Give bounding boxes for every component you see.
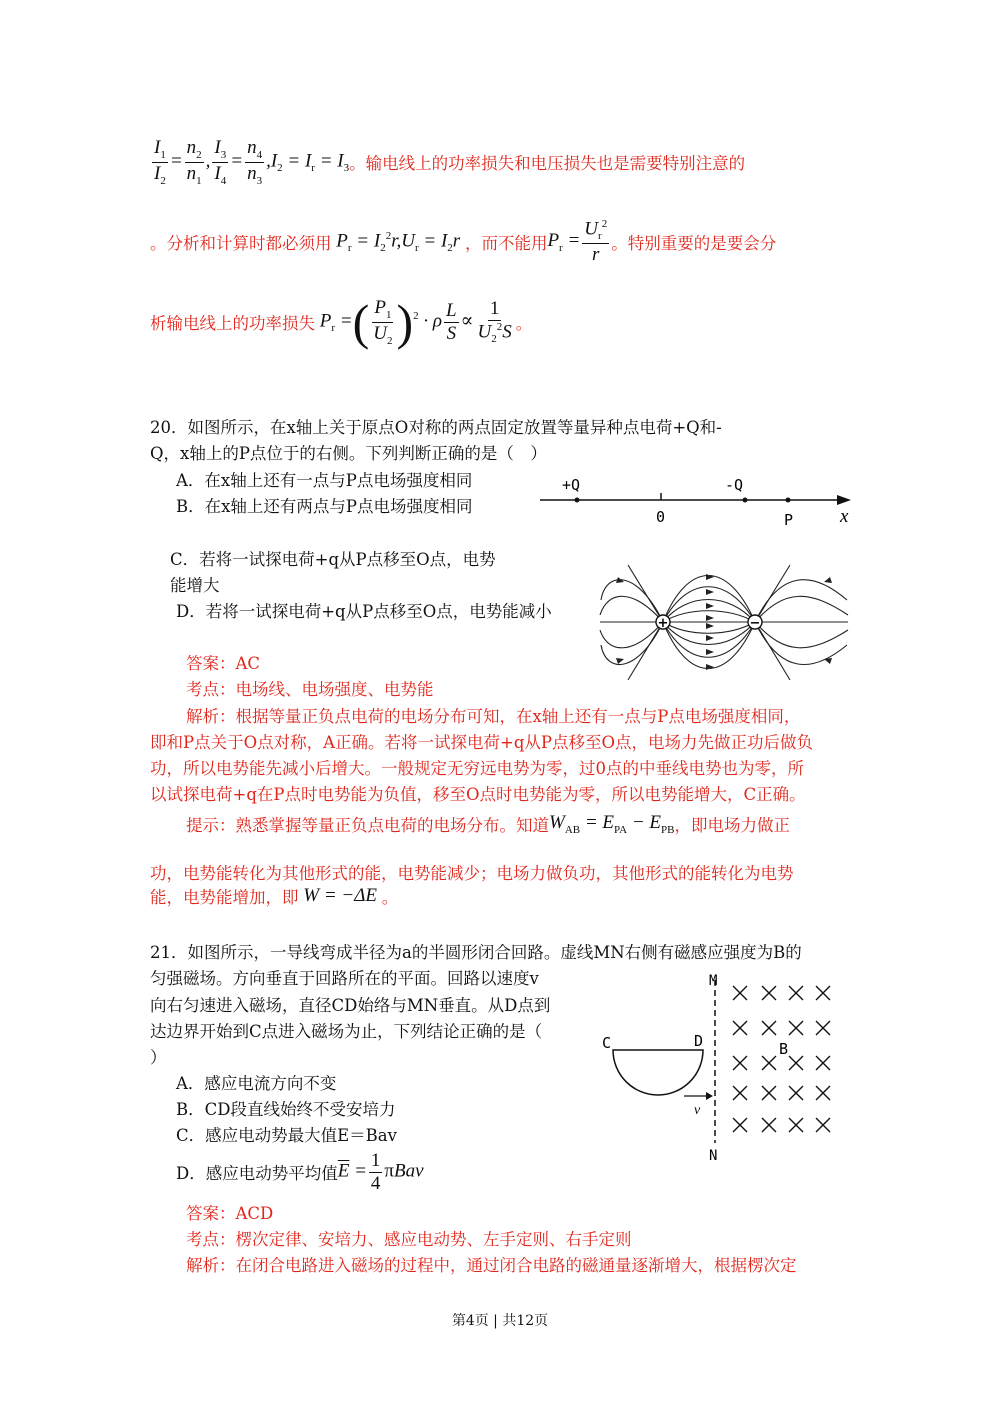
q21-stem-line5: ） bbox=[150, 1048, 167, 1067]
label-m: M bbox=[709, 973, 718, 989]
text-important: 。特别重要的是要会分 bbox=[611, 234, 777, 253]
label-n: N bbox=[709, 1148, 718, 1163]
q21-points: 考点：楞次定律、安培力、感应电动势、左手定则、右手定则 bbox=[186, 1230, 632, 1249]
hint-text-b: ，即电场力做正 bbox=[674, 816, 791, 835]
q21-option-a: A．感应电流方向不变 bbox=[176, 1074, 337, 1093]
field-crosses bbox=[733, 986, 830, 1132]
field-lines bbox=[600, 565, 848, 680]
q20-stem-line2: Q，x轴上的P点位于的右侧。下列判断正确的是（ ） bbox=[150, 444, 547, 463]
svg-text:+: + bbox=[657, 616, 669, 631]
hint-text-a: 提示：熟悉掌握等量正负点电荷的电场分布。知道 bbox=[186, 816, 549, 835]
q21-option-b: B．CD段直线始终不受安培力 bbox=[176, 1100, 396, 1119]
q21-stem-line1: 21．如图所示，一导线弯成半径为a的半圆形闭合回路。虚线MN右侧有磁感应强度为B的 bbox=[150, 943, 802, 962]
q20-analysis-line2: 即和P点关于O点对称，A正确。若将一试探电荷+q从P点移至O点，电场力先做正功后做负 bbox=[150, 733, 814, 752]
q21-stem-line4: 达边界开始到C点进入磁场为止，下列结论正确的是（ bbox=[150, 1022, 543, 1041]
electric-field-lines-figure bbox=[598, 560, 850, 685]
option-d-text: D．感应电动势平均值 bbox=[176, 1164, 338, 1184]
q21-stem-line3: 向右匀速进入磁场，直径CD始络与MN垂直。从D点到 bbox=[150, 996, 551, 1015]
q20-points: 考点：电场线、电场强度、电势能 bbox=[186, 680, 434, 699]
label-d: D bbox=[694, 1032, 704, 1050]
label-b: B bbox=[779, 1040, 789, 1058]
q20-option-a: A．在x轴上还有一点与P点电场强度相同 bbox=[176, 471, 473, 490]
page-footer: 第4页 | 共12页 bbox=[451, 1313, 549, 1329]
q20-option-d: D．若将一试探电荷+q从P点移至O点，电势能减小 bbox=[176, 602, 552, 621]
q21-stem-line2: 匀强磁场。方向垂直于回路所在的平面。回路以速度v bbox=[150, 969, 539, 988]
q20-hint-line1 bbox=[186, 812, 790, 836]
q20-axis-figure bbox=[535, 470, 860, 530]
text-period: 。 bbox=[515, 314, 533, 333]
formula-line-1 bbox=[150, 132, 745, 192]
q20-option-c-line2: 能增大 bbox=[170, 576, 220, 595]
formula-line-3 bbox=[150, 290, 532, 354]
label-p: P bbox=[784, 511, 794, 529]
q20-hint-line2: 功，电势能转化为其他形式的能，电势能减少；电场力做负功，其他形式的能转化为电势 bbox=[150, 864, 794, 883]
text-analyze-loss: 析输电线上的功率损失 bbox=[150, 314, 315, 333]
label-c: C bbox=[602, 1034, 612, 1052]
q20-stem-line1: 20．如图所示，在x轴上关于原点O对称的两点固定放置等量异种点电荷+Q和- bbox=[150, 418, 722, 437]
magnetic-field-figure bbox=[598, 968, 843, 1163]
q20-option-b: B．在x轴上还有两点与P点电场强度相同 bbox=[176, 497, 473, 516]
semicircle-loop bbox=[613, 1050, 703, 1095]
q21-option-c: C．感应电动势最大值E＝Bav bbox=[176, 1126, 397, 1145]
formula-power-loss: $P_r$ =( $\frac{P_1}{U_2}$ )$^2$ · ρ $\frac{L}{S}$ ∝ $\frac{1}{U_2^2S}$ bbox=[315, 294, 512, 350]
formula-line-2 bbox=[150, 214, 776, 270]
q21-analysis-line1: 解析：在闭合电路进入磁场的过程中，通过闭合电路的磁通量逐渐增大，根据楞次定 bbox=[186, 1256, 797, 1275]
q20-answer: 答案：AC bbox=[186, 654, 261, 673]
q20-analysis-line4: 以试探电荷+q在P点时电势能为负值，移至O点时电势能为零，所以电势能增大，C正确。 bbox=[150, 785, 806, 804]
formula-w-delta-e: W = −ΔE bbox=[298, 885, 382, 906]
label-x: x bbox=[840, 506, 849, 527]
formula-pr-ur: $P_r = I_2^2r,U_r = I_2r$ bbox=[331, 229, 465, 255]
text-power-loss-note: 。输电线上的功率损失和电压损失也是需要特别注意的 bbox=[349, 154, 746, 173]
hint-text-c: 能，电势能增加，即 bbox=[150, 888, 299, 907]
label-origin: 0 bbox=[656, 508, 666, 526]
q20-option-c-line1: C．若将一试探电荷+q从P点移至O点，电势 bbox=[170, 550, 496, 569]
transformer-ratio-formula: $\frac{I_1}{I_2}$ = $\frac{n_2}{n_1}$ , $\frac{I_3}{I_4}$ = $\frac{n_4}{n_3}$ $,I_2 = I_r = I_3$ bbox=[154, 137, 350, 187]
label-plus-q: +Q bbox=[562, 476, 581, 494]
q20-analysis-line3: 功，所以电势能先减小后增大。一般规定无穷远电势为零，过0点的中垂线电势也为零，所 bbox=[150, 759, 804, 778]
q21-option-d bbox=[176, 1150, 424, 1195]
text-analysis: 。分析和计算时都必须用 bbox=[150, 234, 332, 253]
svg-text:−: − bbox=[749, 616, 761, 631]
label-minus-q: -Q bbox=[725, 476, 744, 494]
text-cannot-use: ，而不能用 bbox=[464, 234, 548, 253]
label-v: v bbox=[694, 1103, 701, 1118]
formula-pr-wrong: $P_r$ = $\frac{U_r^2}{r}$ bbox=[547, 218, 608, 265]
hint-text-d: 。 bbox=[381, 888, 399, 907]
formula-avg-emf: $\overline{E}$ = $\frac{1}{4}$ πBav bbox=[337, 1150, 424, 1194]
formula-work-energy: $W_{AB} = E_{PA} - E_{PB}$ bbox=[549, 812, 675, 836]
q20-analysis-line1: 解析：根据等量正负点电荷的电场分布可知，在x轴上还有一点与P点电场强度相同， bbox=[186, 707, 801, 726]
q20-hint-line3 bbox=[150, 884, 398, 908]
q21-answer: 答案：ACD bbox=[186, 1204, 274, 1223]
